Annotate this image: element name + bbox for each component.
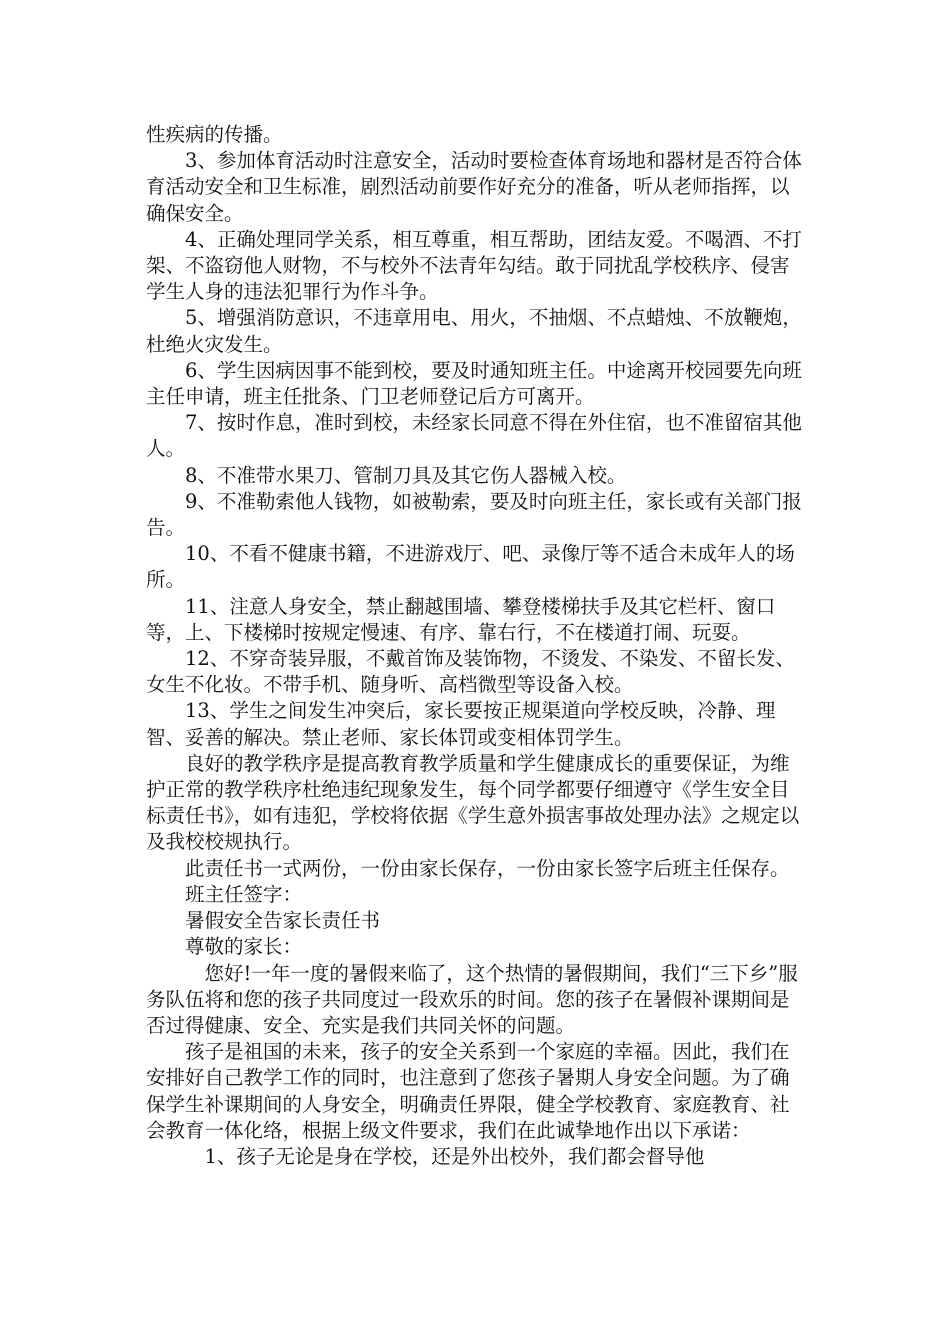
rule-item: 12、不穿奇装异服，不戴首饰及装饰物，不烫发、不染发、不留长发、女生不化妆。不带手机、随身听、高档微型等设备入校。 [146,647,795,697]
document-body [146,122,806,1170]
letter-paragraph: 您好!一年一度的暑假来临了，这个热情的暑假期间，我们“三下乡”服务队伍将和您的孩子共同度过一段欢乐的时间。您的孩子在暑假补课期间是否过得健康、安全、充实是我们共同关怀的问题。 [146,961,798,1037]
salutation: 尊敬的家长： [185,935,303,959]
rule-item: 9、不准勒索他人钱物，如被勒索，要及时向班主任，家长或有关部门报告。 [146,489,802,540]
rule-item: 5、增强消防意识，不违章用电、用火，不抽烟、不点蜡烛、不放鞭炮，杜绝火灾发生。 [146,306,802,356]
rule-item: 3、参加体育活动时注意安全，活动时要检查体育场地和器材是否符合体育活动安全和卫生标准，剧烈活动前要作好充分的准备，听从老师指挥，以确保安全。 [146,149,802,225]
rule-item: 6、学生因病因事不能到校，要及时通知班主任。中途离开校园要先向班主任申请，班主任批条、门卫老师登记后方可离开。 [146,358,802,409]
rule-item: 7、按时作息，准时到校，未经家长同意不得在外住宿，也不准留宿其他人。 [146,411,802,461]
rule-item: 11、注意人身安全，禁止翻越围墙、攀登楼梯扶手及其它栏杆、窗口等，上、下楼梯时按规定慢速、有序、靠右行，不在楼道打闹、玩耍。 [146,594,776,644]
copies-note: 此责任书一式两份，一份由家长保存，一份由家长签字后班主任保存。 [185,856,790,880]
teacher-signature-line: 班主任签字： [185,882,303,906]
pledge-item: 1、孩子无论是身在学校，还是外出校外，我们都会督导他 [204,1144,705,1168]
letter-title: 暑假安全告家长责任书 [185,909,381,933]
rule-item: 4、正确处理同学关系，相互尊重，相互帮助，团结友爱。不喝酒、不打架、不盗窃他人财物，不与校外不法青年勾结。敢于同扰乱学校秩序、侵害学生人身的违法犯罪行为作斗争。 [146,227,802,304]
rule-item: 10、不看不健康书籍，不进游戏厅、吧、录像厅等不适合未成年人的场所。 [146,542,795,592]
rule-item: 8、不准带水果刀、管制刀具及其它伤人器械入校。 [185,463,627,487]
letter-paragraph: 孩子是祖国的未来，孩子的安全关系到一个家庭的幸福。因此，我们在安排好自己教学工作的同时，也注意到了您孩子暑期人身安全问题。为了确保学生补课期间的人身安全，明确责任界限，健全学校教育、家庭教育、社会教育一体化络，根据上级文件要求，我们在此诚挚地作出以下承诺： [146,1040,790,1142]
paragraph: 性疾病的传播。 [146,123,283,146]
closing-paragraph: 良好的教学秩序是提高教育教学质量和学生健康成长的重要保证，为维护正常的教学秩序杜绝违纪现象发生，每个同学都要仔细遵守《学生安全目标责任书》，如有违犯，学校将依据《学生意外损害事故处理办法》之规定以及我校校规执行。 [146,751,800,854]
rule-item: 13、学生之间发生冲突后，家长要按正规渠道向学校反映，冷静、理智、妥善的解决。禁止老师、家长体罚或变相体罚学生。 [146,699,776,749]
